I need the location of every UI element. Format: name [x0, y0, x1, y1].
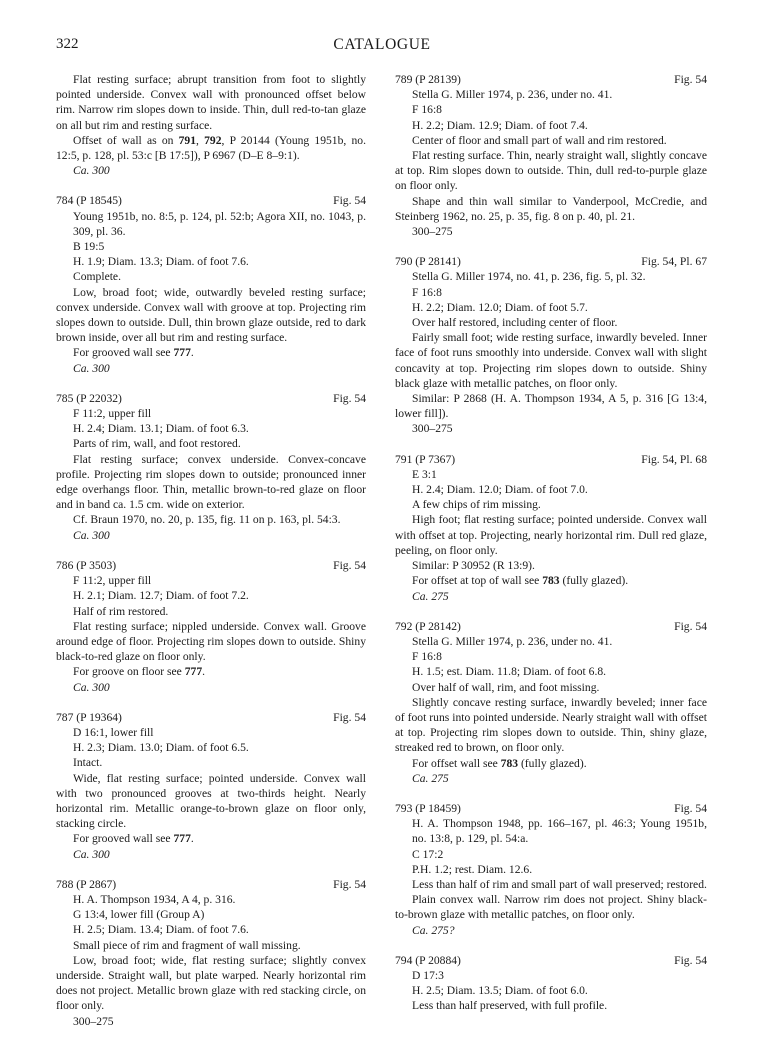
right-column [395, 72, 707, 1029]
entry-heading [395, 72, 707, 87]
entry-id: 787 (P 19364) [56, 710, 122, 724]
entry-id: 790 (P 28141) [395, 255, 461, 269]
entry-heading [56, 193, 366, 208]
entry-description: Flat resting surface; nippled underside. Convex wall. Groove around edge of floor. Projecting rim slopes down to outside. Shiny black-to-red glaze on floor only. [56, 619, 366, 664]
entry-condition: Center of floor and small part of wall and rim restored. [412, 133, 667, 147]
entry-bibliography: H. A. Thompson 1948, pp. 166–167, pl. 46:3; Young 1951b, no. 13:8, p. 129, pl. 54:a. [412, 817, 707, 846]
entry-id: 792 (P 28142) [395, 619, 461, 633]
entry-heading [56, 391, 366, 406]
figure-reference: Fig. 54 [674, 619, 707, 633]
figure-reference: Fig. 54 [333, 877, 366, 891]
entry-deposit: E 3:1 [412, 467, 437, 481]
entry-heading [395, 254, 707, 269]
entry-condition: Intact. [73, 756, 103, 770]
figure-reference: Fig. 54 [333, 558, 366, 572]
entry-date: Ca. 300 [73, 164, 110, 178]
entry-id: 791 (P 7367) [395, 452, 456, 466]
entry-description: Plain convex wall. Narrow rim does not project. Shiny black-to-brown glaze with metallic patches, on floor only. [395, 893, 707, 922]
entry-description: Flat resting surface; abrupt transition from foot to slightly pointed underside. Convex wall with pronounced offset below rim. Narrow rim slopes down to inside. Thin, dull red-to-tan glaze on all but rim and resting surface. [56, 73, 366, 132]
entry-condition: Over half restored, including center of floor. [412, 316, 618, 330]
catalogue-entry-792 [395, 619, 707, 786]
catalogue-entry-794 [395, 953, 707, 1014]
entry-dimensions: H. 2.2; Diam. 12.0; Diam. of foot 5.7. [412, 300, 588, 314]
entry-heading [56, 710, 366, 725]
catalogue-entry-793 [395, 801, 707, 938]
entry-condition: Less than half of rim and small part of wall preserved; restored. [412, 877, 707, 891]
figure-reference: Fig. 54 [674, 801, 707, 815]
entry-dimensions: H. 2.4; Diam. 12.0; Diam. of foot 7.0. [412, 483, 588, 497]
entry-note: Offset of wall as on 791, 792, P 20144 (Young 1951b, no. 12:5, p. 128, pl. 53:c [B 17:5]), P 6967 (D–E 8–9:1). [56, 133, 366, 163]
entry-id: 794 (P 20884) [395, 953, 461, 967]
entry-dimensions: H. 2.5; Diam. 13.5; Diam. of foot 6.0. [412, 984, 588, 998]
entry-deposit: D 16:1, lower fill [73, 725, 154, 739]
entry-id: 785 (P 22032) [56, 391, 122, 405]
cross-reference: 791 [178, 133, 196, 147]
figure-reference: Fig. 54 [333, 194, 366, 208]
catalogue-entry-786 [56, 558, 366, 695]
entry-date: Ca. 300 [73, 847, 110, 861]
catalogue-entry-791 [395, 452, 707, 604]
cross-reference: 777 [173, 832, 191, 846]
entry-condition: Half of rim restored. [73, 604, 169, 618]
entry-description: Low, broad foot; wide, flat resting surface; slightly convex underside. Straight wall, but plate warped. Nearly horizontal rim does not project. Metallic brown glaze with red stacking circle, on floor only. [56, 953, 366, 1013]
entry-heading [395, 452, 707, 467]
entry-heading [395, 619, 707, 634]
page-number: 322 [56, 36, 79, 52]
entry-id: 784 (P 18545) [56, 194, 122, 208]
entry-dimensions: H. 2.2; Diam. 12.9; Diam. of foot 7.4. [412, 118, 588, 132]
entry-id: 788 (P 2867) [56, 877, 117, 891]
figure-reference: Fig. 54, Pl. 67 [641, 255, 707, 269]
entry-note: For grooved wall see 777. [73, 832, 194, 846]
cross-reference: 792 [204, 133, 222, 147]
entry-dimensions: H. 2.3; Diam. 13.0; Diam. of foot 6.5. [73, 741, 249, 755]
entry-date: Ca. 275 [412, 771, 449, 785]
entry-dimensions: H. 1.9; Diam. 13.3; Diam. of foot 7.6. [73, 255, 249, 269]
entry-date: 300–275 [412, 422, 453, 436]
entry-heading [56, 558, 366, 573]
figure-reference: Fig. 54 [674, 953, 707, 967]
figure-reference: Fig. 54 [333, 391, 366, 405]
entry-note: For grooved wall see 777. [73, 346, 194, 360]
entry-deposit: F 16:8 [412, 650, 442, 664]
catalogue-entry-784 [56, 193, 366, 375]
entry-dimensions: H. 2.4; Diam. 13.1; Diam. of foot 6.3. [73, 422, 249, 436]
entry-similar: Similar: P 2868 (H. A. Thompson 1934, A 5, p. 316 [G 13:4, lower fill]). [395, 392, 707, 421]
cross-reference: 783 [542, 574, 560, 588]
entry-deposit: F 16:8 [412, 285, 442, 299]
entry-condition: Parts of rim, wall, and foot restored. [73, 437, 241, 451]
entry-dimensions: H. 2.5; Diam. 13.4; Diam. of foot 7.6. [73, 923, 249, 937]
entry-date: 300–275 [73, 1014, 114, 1028]
entry-date: Ca. 300 [73, 528, 110, 542]
entry-heading [395, 953, 707, 968]
entry-condition: A few chips of rim missing. [412, 498, 541, 512]
entry-note: For offset at top of wall see 783 (fully glazed). [412, 574, 629, 588]
entry-description: Fairly small foot; wide resting surface, inwardly beveled. Inner face of foot runs smoothly into underside. Convex wall with slight concavity at top. Projecting rim slopes down to outside. Shiny black glaze with metallic patches, on floor only. [395, 331, 707, 390]
figure-reference: Fig. 54, Pl. 68 [641, 452, 707, 466]
entry-description: High foot; flat resting surface; pointed underside. Convex wall with offset at top. Projecting, nearly horizontal rim. Dull red glaze, peeling, on floor only. [395, 513, 707, 557]
catalogue-entry-783-continued [56, 72, 366, 178]
entry-deposit: D 17:3 [412, 968, 444, 982]
entry-comparison: Cf. Braun 1970, no. 20, p. 135, fig. 11 on p. 163, pl. 54:3. [73, 513, 341, 527]
entry-deposit: G 13:4, lower fill (Group A) [73, 908, 205, 922]
entry-condition: Small piece of rim and fragment of wall missing. [73, 938, 301, 952]
entry-condition: Over half of wall, rim, and foot missing. [412, 680, 600, 694]
entry-date: Ca. 300 [73, 361, 110, 375]
entry-note: For offset wall see 783 (fully glazed). [412, 756, 587, 770]
entry-id: 789 (P 28139) [395, 73, 461, 86]
entry-dimensions: H. 1.5; est. Diam. 11.8; Diam. of foot 6.8. [412, 665, 607, 679]
entry-deposit: C 17:2 [412, 847, 444, 861]
cross-reference: 777 [184, 665, 203, 679]
entry-dimensions: P.H. 1.2; rest. Diam. 12.6. [412, 862, 533, 876]
entry-description: Flat resting surface. Thin, nearly straight wall, slightly concave at top. Rim slopes down to outside. Thin, dull red-to-purple glaze on floor only. [395, 149, 707, 193]
catalogue-entry-785 [56, 391, 366, 543]
entry-bibliography: Stella G. Miller 1974, p. 236, under no. 41. [412, 634, 613, 648]
cross-reference: 783 [500, 756, 519, 770]
figure-reference: Fig. 54 [674, 73, 707, 86]
entry-dimensions: H. 2.1; Diam. 12.7; Diam. of foot 7.2. [73, 589, 249, 603]
entry-deposit: B 19:5 [73, 240, 105, 254]
entry-note: For groove on floor see 777. [73, 665, 206, 679]
entry-bibliography: H. A. Thompson 1934, A 4, p. 316. [73, 892, 236, 906]
entry-deposit: F 11:2, upper fill [73, 407, 152, 421]
entry-id: 793 (P 18459) [395, 801, 461, 815]
entry-condition: Less than half preserved, with full profile. [412, 999, 608, 1013]
entry-date: Ca. 275? [412, 923, 455, 937]
cross-reference: 777 [173, 346, 191, 360]
entry-note: Shape and thin wall similar to Vanderpool, McCredie, and Steinberg 1962, no. 25, p. 35, fig. 8 on p. 40, pl. 21. [395, 194, 707, 223]
catalogue-entry-790 [395, 254, 707, 436]
entry-description: Slightly concave resting surface, inwardly beveled; inner face of foot runs into pointed underside. Nearly straight wall with offset at top. Projecting rim slopes down to outside. Thin, shiny glaze, streaked red to brown, on floor only. [395, 695, 707, 755]
entry-bibliography: Young 1951b, no. 8:5, p. 124, pl. 52:b; Agora XII, no. 1043, p. 309, pl. 36. [73, 209, 366, 238]
figure-reference: Fig. 54 [333, 710, 366, 724]
entry-id: 786 (P 3503) [56, 558, 117, 572]
entry-description: Wide, flat resting surface; pointed underside. Convex wall with two pronounced grooves at two-thirds height. Nearly horizontal rim. Metallic orange-to-brown glaze on floor only, stacking circle. [56, 771, 366, 831]
entry-date: 300–275 [412, 225, 453, 239]
entry-date: Ca. 275 [412, 589, 449, 603]
entry-condition: Complete. [73, 270, 121, 284]
catalogue-entry-787 [56, 710, 366, 862]
catalogue-entry-789 [395, 72, 707, 239]
entry-date: Ca. 300 [73, 680, 110, 694]
entry-heading [395, 801, 707, 816]
entry-bibliography: Stella G. Miller 1974, p. 236, under no. 41. [412, 88, 613, 102]
catalogue-entry-788 [56, 877, 366, 1029]
entry-description: Low, broad foot; wide, outwardly beveled resting surface; convex underside. Convex wall with groove at top. Projecting rim slopes down to outside. Dull, thin brown glaze outside, red to dark brown inside, over all but rim and resting surface. [56, 285, 366, 345]
page-header [0, 36, 764, 58]
left-column [56, 72, 366, 1044]
entry-deposit: F 11:2, upper fill [73, 574, 152, 588]
entry-description: Flat resting surface; convex underside. Convex-concave profile. Projecting rim slopes down to outside; pronounced inner edge overhangs floor. Thin, metallic brown-to-red glaze on floor and in band ca. 1.5 cm. wide on exterior. [56, 452, 366, 512]
entry-bibliography: Stella G. Miller 1974, no. 41, p. 236, fig. 5, pl. 32. [412, 270, 646, 284]
entry-similar: Similar: P 30952 (R 13:9). [412, 559, 535, 573]
entry-heading [56, 877, 366, 892]
running-title: CATALOGUE [333, 36, 431, 53]
entry-deposit: F 16:8 [412, 103, 442, 117]
